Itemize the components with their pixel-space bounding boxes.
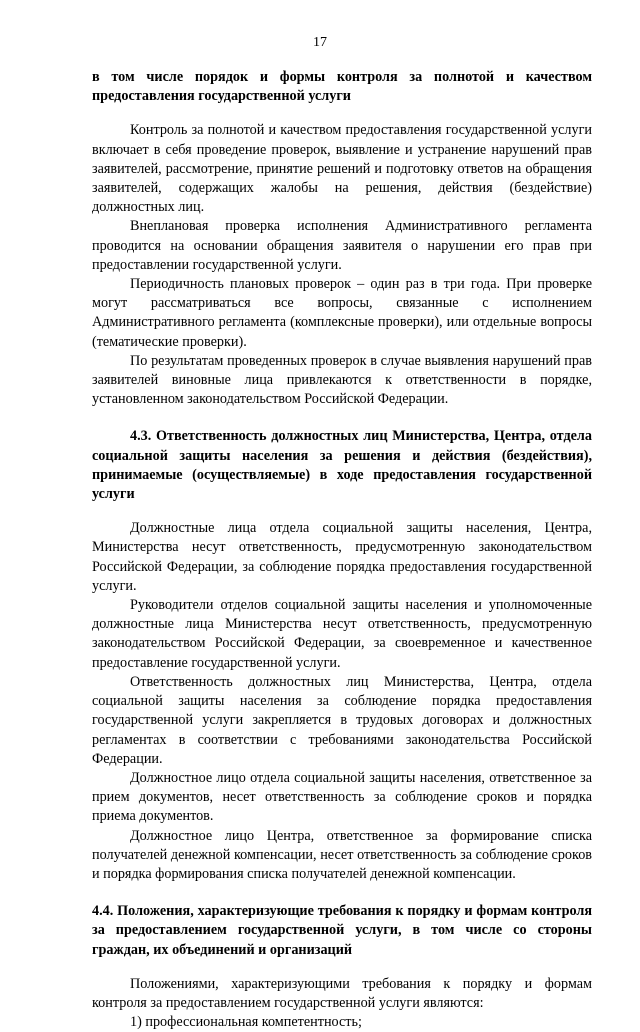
section-heading-intro: в том числе порядок и формы контроля за полнотой и качеством предоставления государственной услуги <box>92 69 592 105</box>
paragraph: Контроль за полнотой и качеством предоставления государственной услуги включает в себя проведение проверок, выявление и устранение нарушений прав заявителей, рассмотрение, принятие решений и подготовку ответов на обращения заявителей, содержащих жалобы на решения, действия (бездействие) должностных лиц. <box>92 122 592 216</box>
page-number: 17 <box>313 35 327 50</box>
section-heading-4-3: 4.3. Ответственность должностных лиц Министерства, Центра, отдела социальной защиты населения за решения и действия (бездействия), принимаемые (осуществляемые) в ходе предоставления государственной услуги <box>92 428 592 503</box>
section-heading-4-4: 4.4. Положения, характеризующие требования к порядку и формам контроля за предоставлением государственной услуги, в том числе со стороны граждан, их объединений и организаций <box>92 903 592 958</box>
paragraph: Периодичность плановых проверок – один раз в три года. При проверке могут рассматриваться все вопросы, связанные с исполнением Административного регламента (комплексные проверки), или отдельные вопросы (тематические проверки). <box>92 276 592 350</box>
paragraph: Положениями, характеризующими требования к порядку и формам контроля за предоставлением государственной услуги являются: <box>92 975 592 1011</box>
paragraph: Должностные лица отдела социальной защиты населения, Центра, Министерства несут ответственность, предусмотренную законодательством Российской Федерации, за соблюдение порядка предоставления государственной услуги. <box>92 520 592 594</box>
paragraph: По результатам проведенных проверок в случае выявления нарушений прав заявителей виновные лица привлекаются к ответственности в порядке, установленном законодательством Российской Федерации. <box>92 352 592 408</box>
paragraph: Должностное лицо Центра, ответственное за формирование списка получателей денежной компенсации, несет ответственность за соблюдение сроков и порядка формирования списка получателей денежной компенсации. <box>92 827 592 882</box>
paragraph: Внеплановая проверка исполнения Административного регламента проводится на основании обращения заявителя о нарушении его прав при предоставлении государственной услуги. <box>92 218 592 273</box>
paragraph: Должностное лицо отдела социальной защиты населения, ответственное за прием документов, несет ответственность за соблюдение сроков и порядка приема документов. <box>92 769 592 825</box>
list-item: 1) профессиональная компетентность; <box>130 1014 362 1031</box>
paragraph: Ответственность должностных лиц Министерства, Центра, отдела социальной защиты населения за соблюдение порядка предоставления государственной услуги закрепляется в трудовых договорах и должностных регламентах в соответствии с требованиями законодательства Российской Федерации. <box>92 673 592 767</box>
paragraph: Руководители отделов социальной защиты населения и уполномоченные должностные лица Министерства несут ответственность, предусмотренную законодательством Российской Федерации, за своевременное и качественное предоставление государственной услуги. <box>92 597 592 671</box>
page-content <box>92 68 592 1032</box>
